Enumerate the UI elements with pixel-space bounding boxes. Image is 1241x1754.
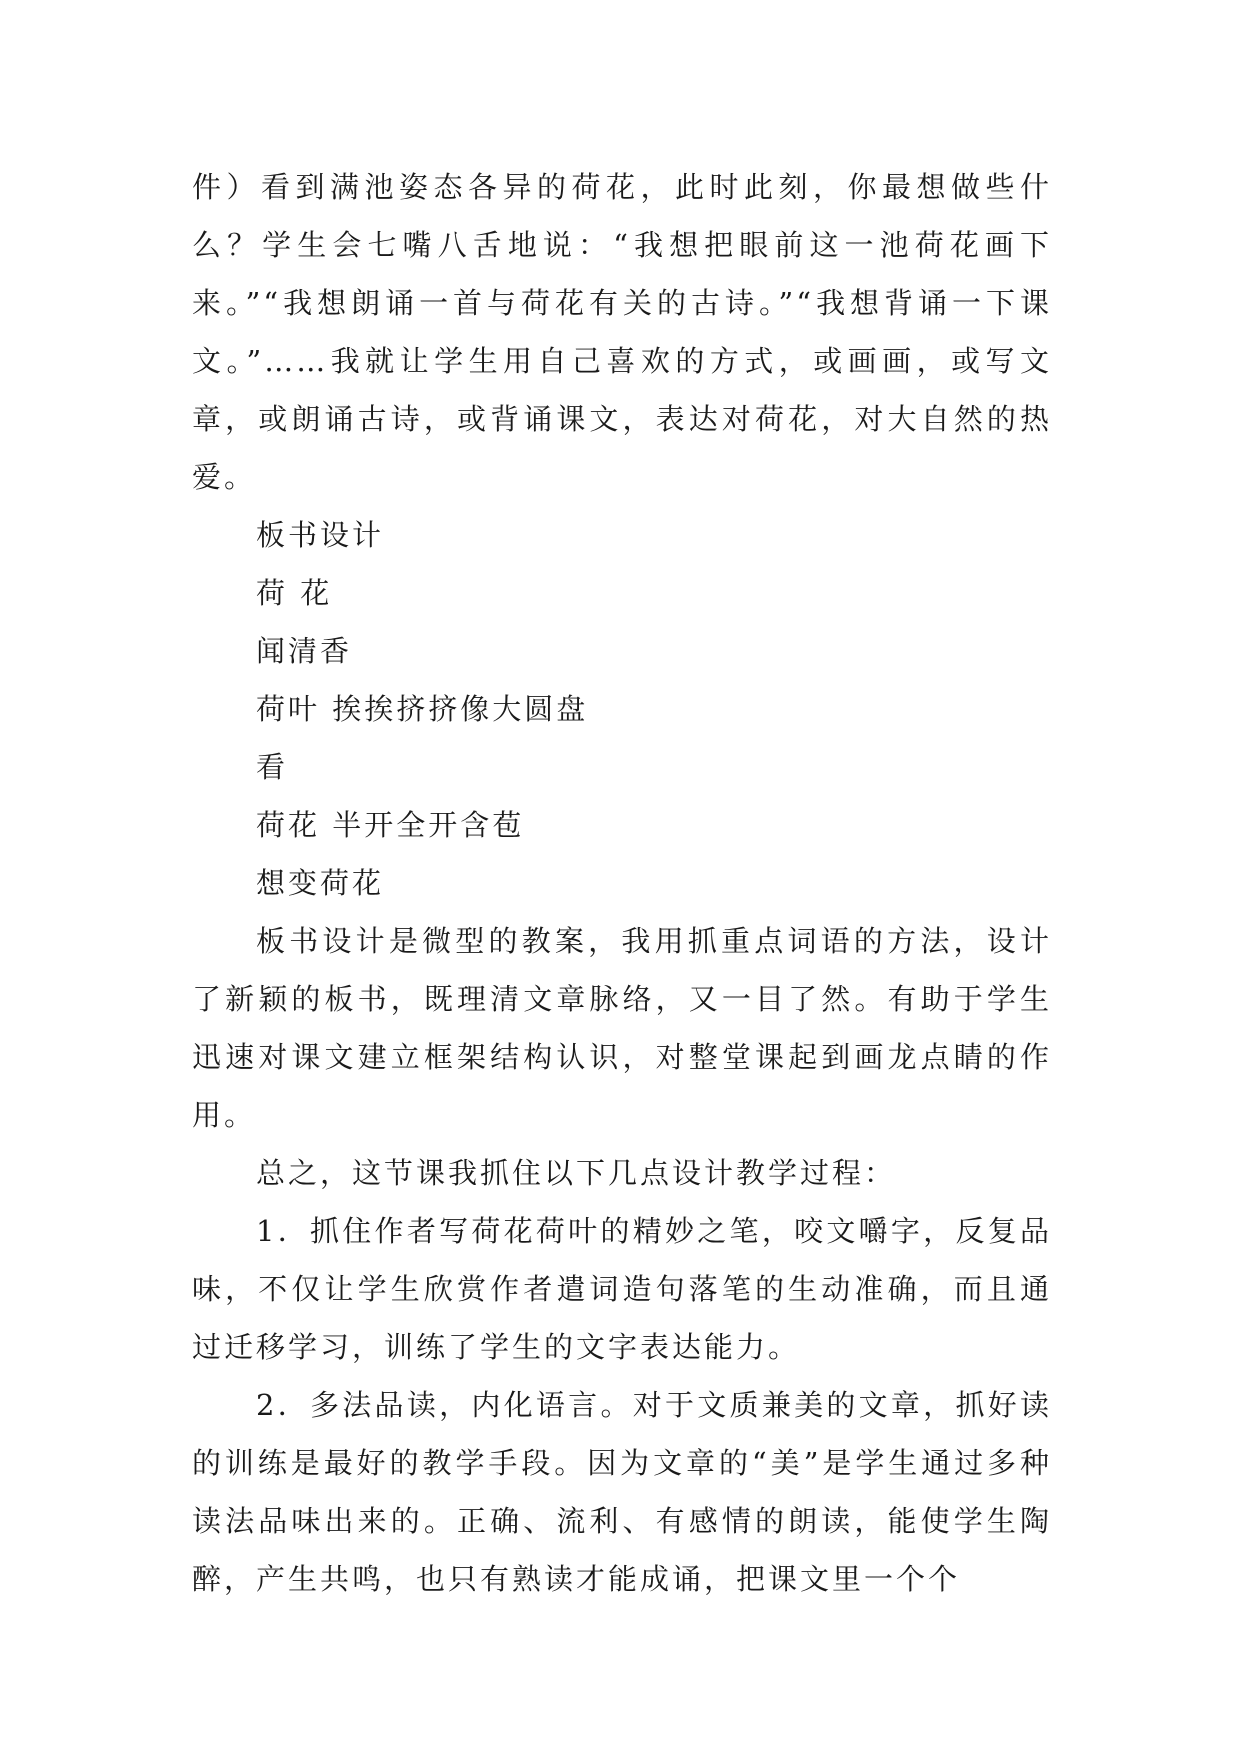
board-line-look: 看 [256, 750, 289, 784]
paragraph-summary: 总之，这节课我抓住以下几点设计教学过程： [256, 1156, 897, 1190]
board-line-leaves: 荷叶 挨挨挤挤像大圆盘 [256, 692, 589, 726]
paragraph-intro: 件）看到满池姿态各异的荷花，此时此刻，你最想做些什么？学生会七嘴八舌地说：“我想把眼前这一池荷花画下来。”“我想朗诵一首与荷花有关的古诗。”“我想背诵一下课文。”……我就让学生用自己喜欢的方式，或画画，或写文章，或朗诵古诗，或背诵课文，表达对荷花，对大自然的热爱。 [192, 170, 1052, 494]
paragraph-board-explanation: 板书设计是微型的教案，我用抓重点词语的方法，设计了新颖的板书，既理清文章脉络，又一目了然。有助于学生迅速对课文建立框架结构认识，对整堂课起到画龙点睛的作用。 [192, 924, 1052, 1132]
board-design-heading: 板书设计 [256, 518, 385, 552]
paragraph-point-1: 1．抓住作者写荷花荷叶的精妙之笔，咬文嚼字，反复品味，不仅让学生欣赏作者遣词造句落笔的生动准确，而且通过迁移学习，训练了学生的文字表达能力。 [192, 1214, 1052, 1364]
board-line-flowers: 荷花 半开全开含苞 [256, 808, 525, 842]
board-line-title: 荷 花 [256, 576, 333, 610]
board-line-smell: 闻清香 [256, 634, 353, 668]
board-line-imagine: 想变荷花 [256, 866, 385, 900]
paragraph-point-2: 2．多法品读，内化语言。对于文质兼美的文章，抓好读的训练是最好的教学手段。因为文章的“美”是学生通过多种读法品味出来的。正确、流利、有感情的朗读，能使学生陶醉，产生共鸣，也只有熟读才能成诵，把课文里一个个 [192, 1388, 1052, 1596]
document-body [192, 158, 1052, 1608]
